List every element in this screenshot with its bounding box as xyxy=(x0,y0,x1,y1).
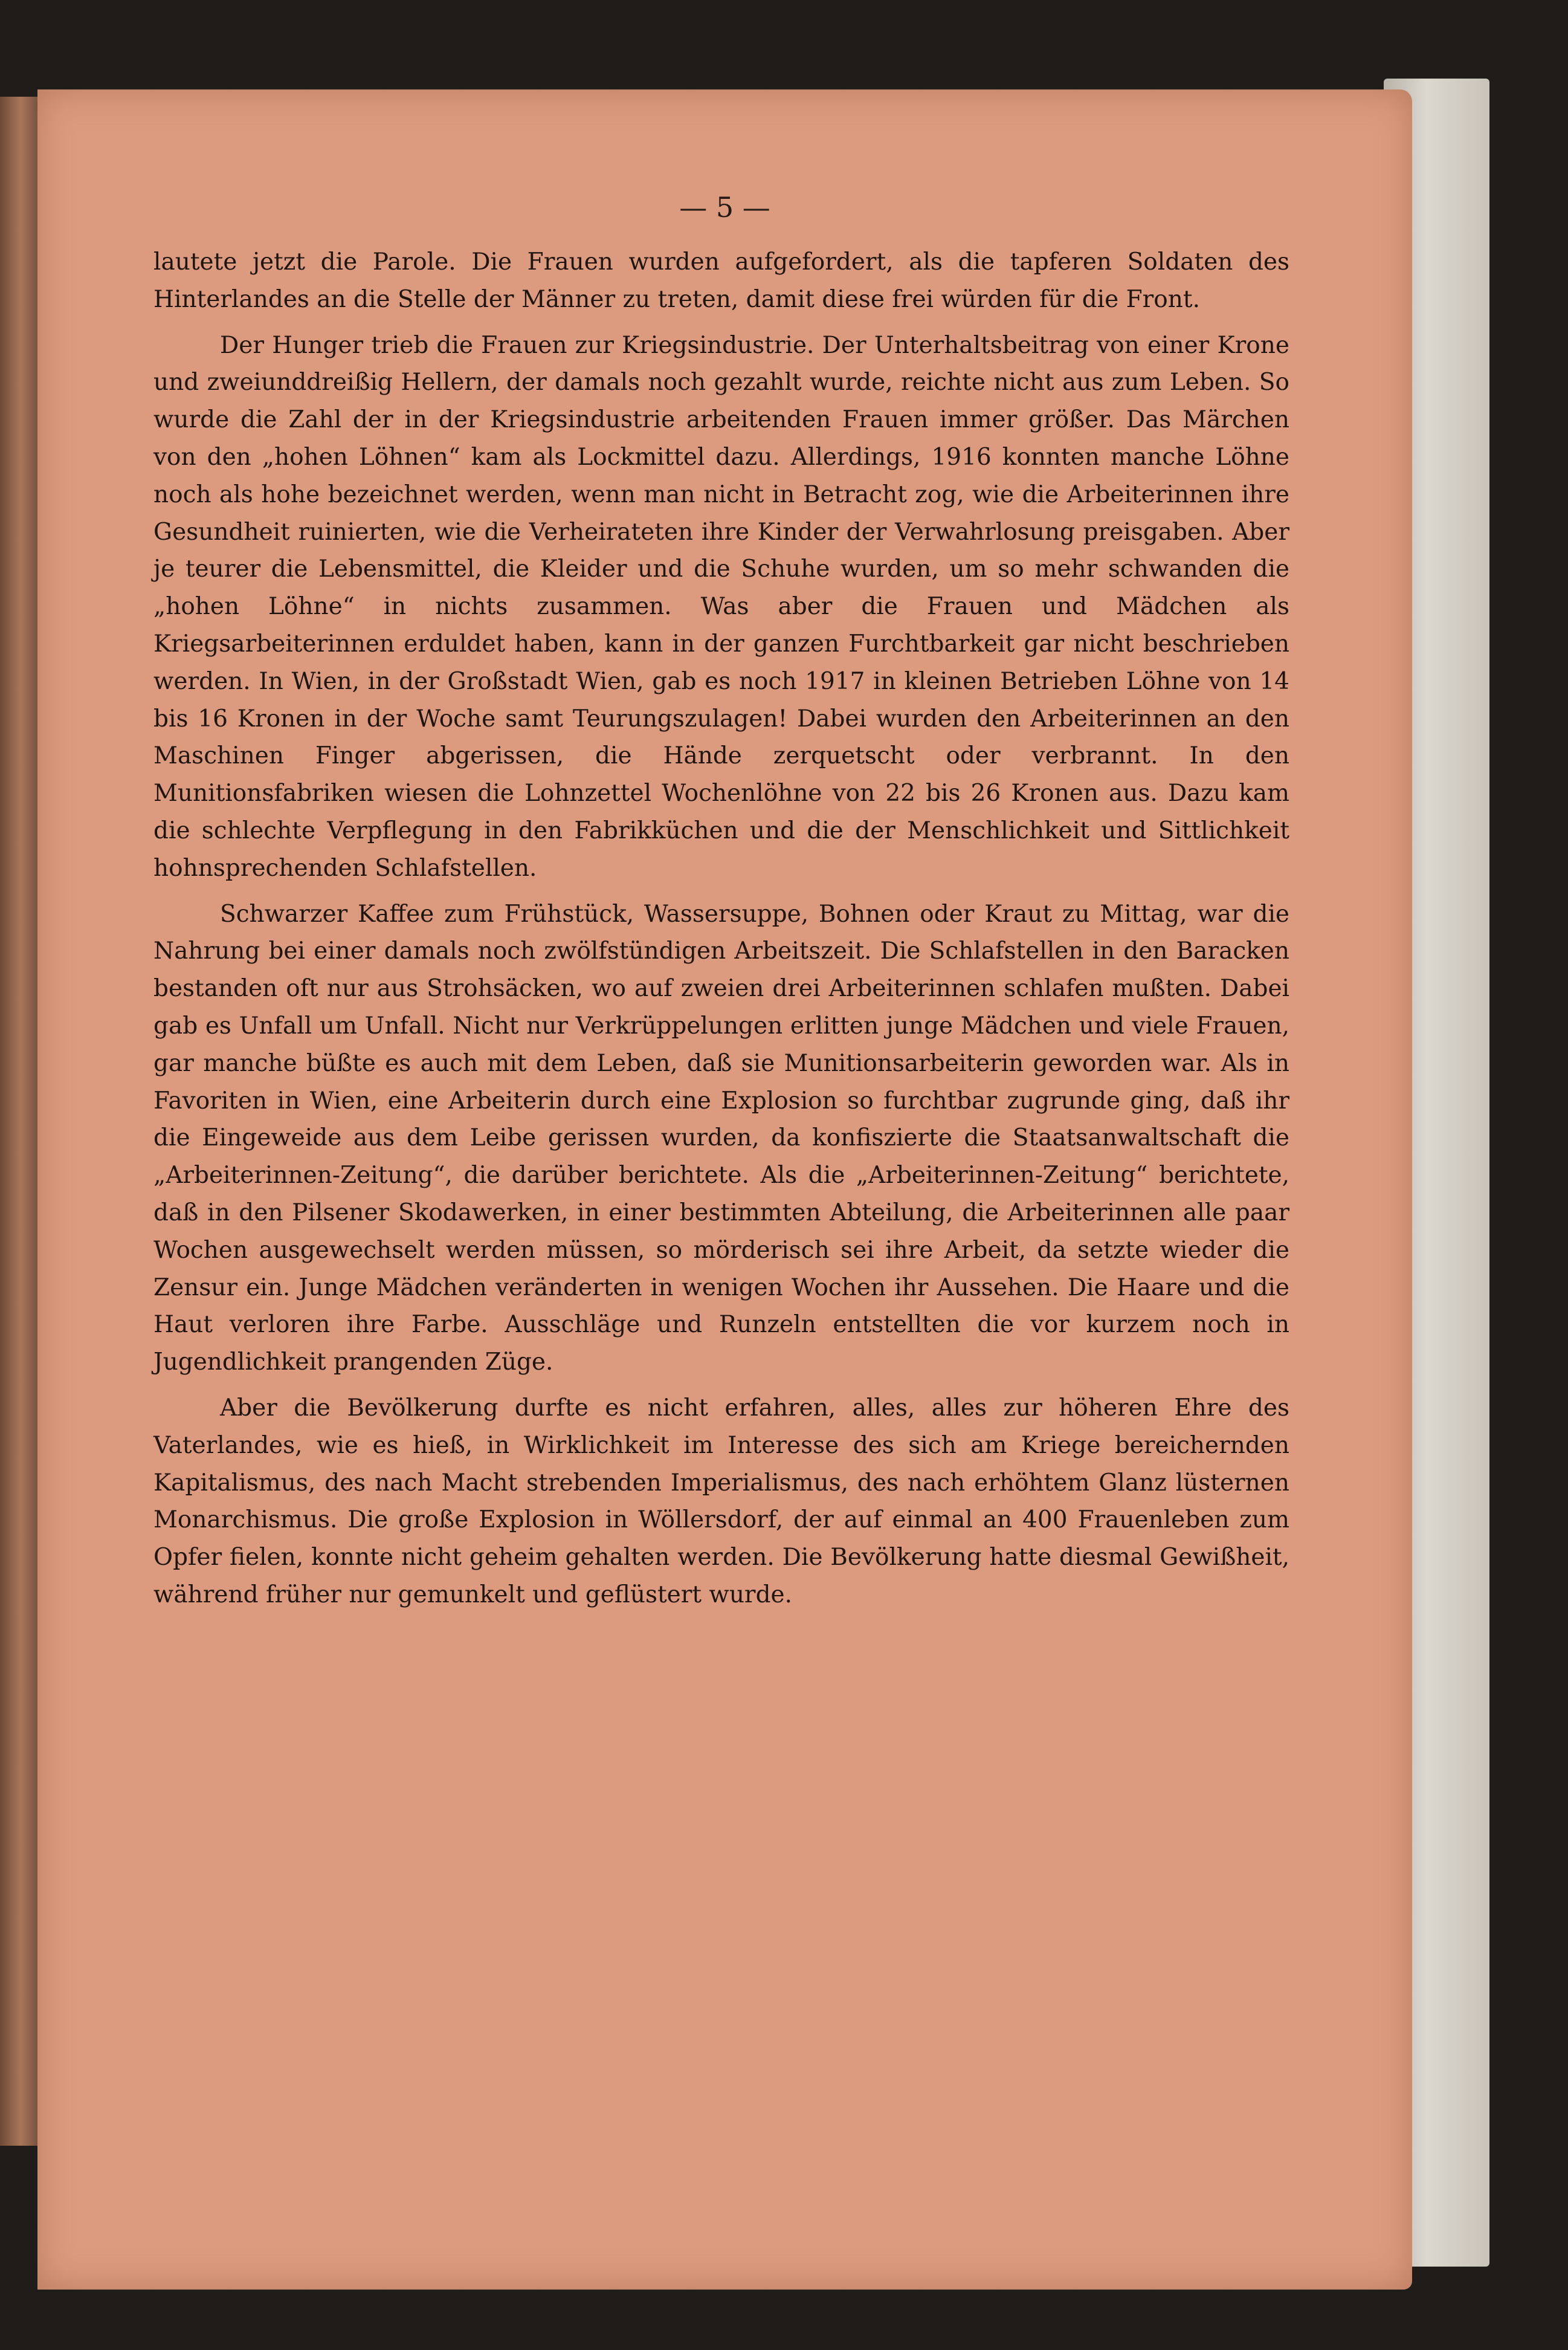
page-body xyxy=(153,244,1289,1622)
paragraph: lautete jetzt die Parole. Die Frauen wurden aufgefordert, als die tapferen Soldaten des Hinterlandes an die Stelle der Männer zu treten, damit diese frei würden für die Front. xyxy=(153,248,1289,313)
paragraph: Der Hunger trieb die Frauen zur Kriegsindustrie. Der Unterhaltsbeitrag von einer Krone und zweiunddreißig Hellern, der damals noch gezahlt wurde, reichte nicht aus zum Leben. So wurde die Zahl der in der Kriegsindustrie arbeitenden Frauen immer größer. Das Märchen von den „hohen Löhnen“ kam als Lockmittel dazu. Allerdings, 1916 konnten manche Löhne noch als hohe bezeichnet werden, wenn man nicht in Betracht zog, wie die Arbeiterinnen ihre Gesundheit ruinierten, wie die Verheirateten ihre Kinder der Verwahrlosung preisgaben. Aber je teurer die Lebensmittel, die Kleider und die Schuhe wurden, um so mehr schwanden die „hohen Löhne“ in nichts zusammen. Was aber die Frauen und Mädchen als Kriegsarbeiterinnen erduldet haben, kann in der ganzen Furchtbarkeit gar nicht beschrieben werden. In Wien, in der Großstadt Wien, gab es noch 1917 in kleinen Betrieben Löhne von 14 bis 16 Kronen in der Woche samt Teurungszulagen! Dabei wurden den Arbeiterinnen an den Maschinen Finger abgerissen, die Hände zerquetscht oder verbrannt. In den Munitionsfabriken wiesen die Lohnzettel Wochenlöhne von 22 bis 26 Kronen aus. Dazu kam die schlechte Verpflegung in den Fabrikküchen und die der Menschlichkeit und Sittlichkeit hohnsprechenden Schlafstellen. xyxy=(153,331,1289,882)
paragraph: Schwarzer Kaffee zum Frühstück, Wassersuppe, Bohnen oder Kraut zu Mittag, war die Nahrung bei einer damals noch zwölfstündigen Arbeitszeit. Die Schlafstellen in den Baracken bestanden oft nur aus Strohsäcken, wo auf zweien drei Arbeiterinnen schlafen mußten. Dabei gab es Unfall um Unfall. Nicht nur Verkrüppelungen erlitten junge Mädchen und viele Frauen, gar manche büßte es auch mit dem Leben, daß sie Munitionsarbeiterin geworden war. Als in Favoriten in Wien, eine Arbeiterin durch eine Explosion so furchtbar zugrunde ging, daß ihr die Eingeweide aus dem Leibe gerissen wurden, da konfiszierte die Staatsanwaltschaft die „Arbeiterinnen-Zeitung“, die darüber berichtete. Als die „Arbeiterinnen-Zeitung“ berichtete, daß in den Pilsener Skodawerken, in einer bestimmten Abteilung, die Arbeiterinnen alle paar Wochen ausgewechselt werden müssen, so mörderisch sei ihre Arbeit, da setzte wieder die Zensur ein. Junge Mädchen veränderten in wenigen Wochen ihr Aussehen. Die Haare und die Haut verloren ihre Farbe. Ausschläge und Runzeln entstellten die vor kurzem noch in Jugendlichkeit prangenden Züge. xyxy=(153,900,1289,1376)
book-page xyxy=(37,89,1412,2290)
paragraph: Aber die Bevölkerung durfte es nicht erfahren, alles, alles zur höheren Ehre des Vaterlandes, wie es hieß, in Wirklichkeit im Interesse des sich am Kriege bereichernden Kapitalismus, des nach Macht strebenden Imperialismus, des nach erhöhtem Glanz lüsternen Monarchismus. Die große Explosion in Wöllersdorf, der auf einmal an 400 Frauenleben zum Opfer fielen, konnte nicht geheim gehalten werden. Die Bevölkerung hatte diesmal Gewißheit, während früher nur gemunkelt und geflüstert wurde. xyxy=(153,1394,1289,1608)
book-spine xyxy=(0,97,37,2146)
page-number: — 5 — xyxy=(679,191,770,224)
